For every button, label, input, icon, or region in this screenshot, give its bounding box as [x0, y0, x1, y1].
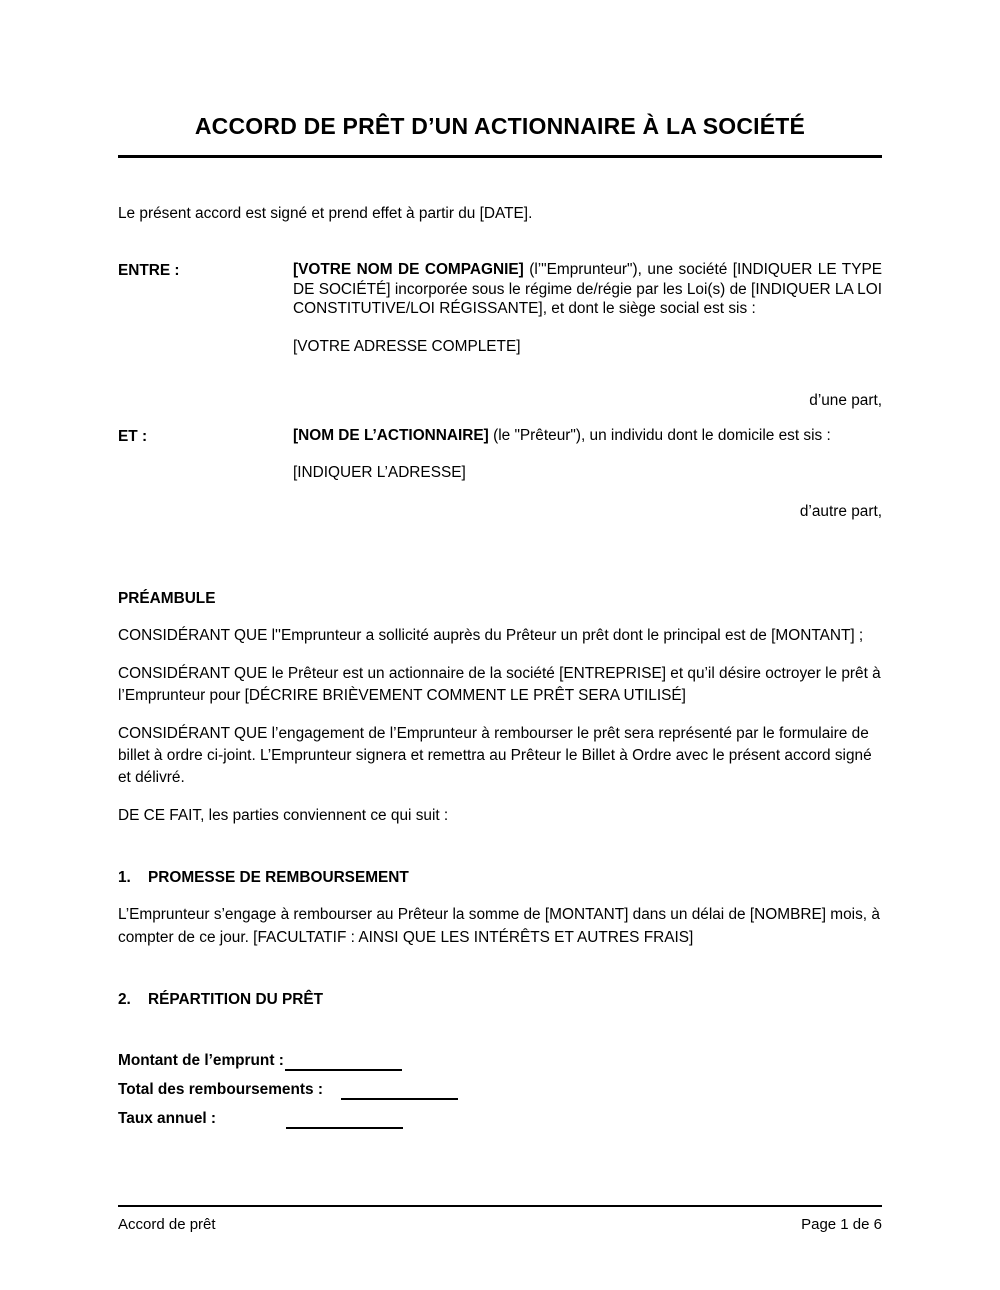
section-1-heading — [118, 867, 882, 888]
preamble-paragraph-4: DE CE FAIT, les parties conviennent ce qui suit : — [118, 807, 449, 824]
party-description-text: (l’"Emprunteur"), une société [INDIQUER LE TYPE DE SOCIÉTÉ] incorporée sous le régime de/régie par les Loi(s) de [INDIQUER LA LOI CONSTITUTIVE/LOI RÉGISSANTE], et dont le siège social est sis : — [293, 261, 882, 317]
blank-line-total-repayments — [341, 1084, 458, 1100]
party-description-text: (le "Prêteur"), un individu dont le domicile est sis : — [488, 426, 831, 444]
preamble-paragraph-1: CONSIDÉRANT QUE l''Emprunteur a sollicité auprès du Prêteur un prêt dont le principal est de [MONTANT] ; — [118, 627, 864, 644]
title-rule — [118, 155, 882, 158]
section-1-title: PROMESSE DE REMBOURSEMENT — [148, 869, 409, 886]
party-block-lender — [118, 426, 882, 484]
part-note-autre-part: d’autre part, — [799, 503, 882, 520]
field-label-total-repayments: Total des remboursements : — [118, 1081, 323, 1098]
party-content-borrower — [293, 260, 882, 357]
section-2-title: RÉPARTITION DU PRÊT — [148, 991, 324, 1008]
field-loan-amount — [118, 1042, 882, 1071]
loan-fields — [118, 1042, 882, 1129]
blank-line-loan-amount — [285, 1055, 402, 1071]
footer-document-name: Accord de prêt — [118, 1216, 216, 1233]
party-description-lender — [293, 426, 882, 446]
party-address-lender: [INDIQUER L’ADRESSE] — [293, 464, 466, 481]
field-total-repayments — [118, 1071, 882, 1100]
footer-page-number: Page 1 de 6 — [801, 1216, 882, 1233]
party-description-borrower — [293, 260, 882, 319]
preamble-paragraph-3: CONSIDÉRANT QUE l’engagement de l’Emprunteur à rembourser le prêt sera représenté par le formulaire de billet à ordre ci-joint. L’Emprunteur signera et remettra au Prêteur le Billet à Ordre avec le présent accord signé et délivré. — [118, 725, 872, 786]
party-label-entre: ENTRE : — [118, 262, 180, 279]
party-name-lender: [NOM DE L’ACTIONNAIRE] — [293, 426, 489, 444]
party-address-borrower: [VOTRE ADRESSE COMPLETE] — [293, 337, 521, 355]
party-content-lender — [293, 426, 882, 484]
document-title: ACCORD DE PRÊT D’UN ACTIONNAIRE À LA SOCIÉTÉ — [194, 113, 806, 139]
field-label-loan-amount: Montant de l’emprunt : — [118, 1052, 284, 1069]
blank-line-annual-rate — [286, 1113, 403, 1129]
part-note-une-part: d’une part, — [809, 391, 882, 409]
party-label-et: ET : — [118, 427, 148, 445]
preamble-heading: PRÉAMBULE — [118, 590, 216, 607]
section-2-number: 2. — [118, 991, 131, 1008]
intro-paragraph: Le présent accord est signé et prend effet à partir du [DATE]. — [118, 205, 533, 222]
section-1-body: L’Emprunteur s’engage à rembourser au Prêteur la somme de [MONTANT] dans un délai de [NOMBRE] mois, à compter de ce jour. [FACULTATIF : AINSI QUE LES INTÉRÊTS ET AUTRES FRAIS] — [118, 906, 880, 946]
party-block-borrower — [118, 260, 882, 357]
section-1-number: 1. — [118, 869, 131, 886]
field-label-annual-rate: Taux annuel : — [118, 1110, 217, 1127]
page-footer — [118, 1205, 882, 1235]
section-2-heading — [118, 989, 882, 1010]
party-name-borrower: [VOTRE NOM DE COMPAGNIE] — [293, 261, 524, 278]
field-annual-rate — [118, 1100, 882, 1129]
preamble-paragraph-2: CONSIDÉRANT QUE le Prêteur est un actionnaire de la société [ENTREPRISE] et qu’il désire octroyer le prêt à l’Emprunteur pour [DÉCRIRE BRIÈVEMENT COMMENT LE PRÊT SERA UTILISÉ] — [118, 665, 881, 704]
